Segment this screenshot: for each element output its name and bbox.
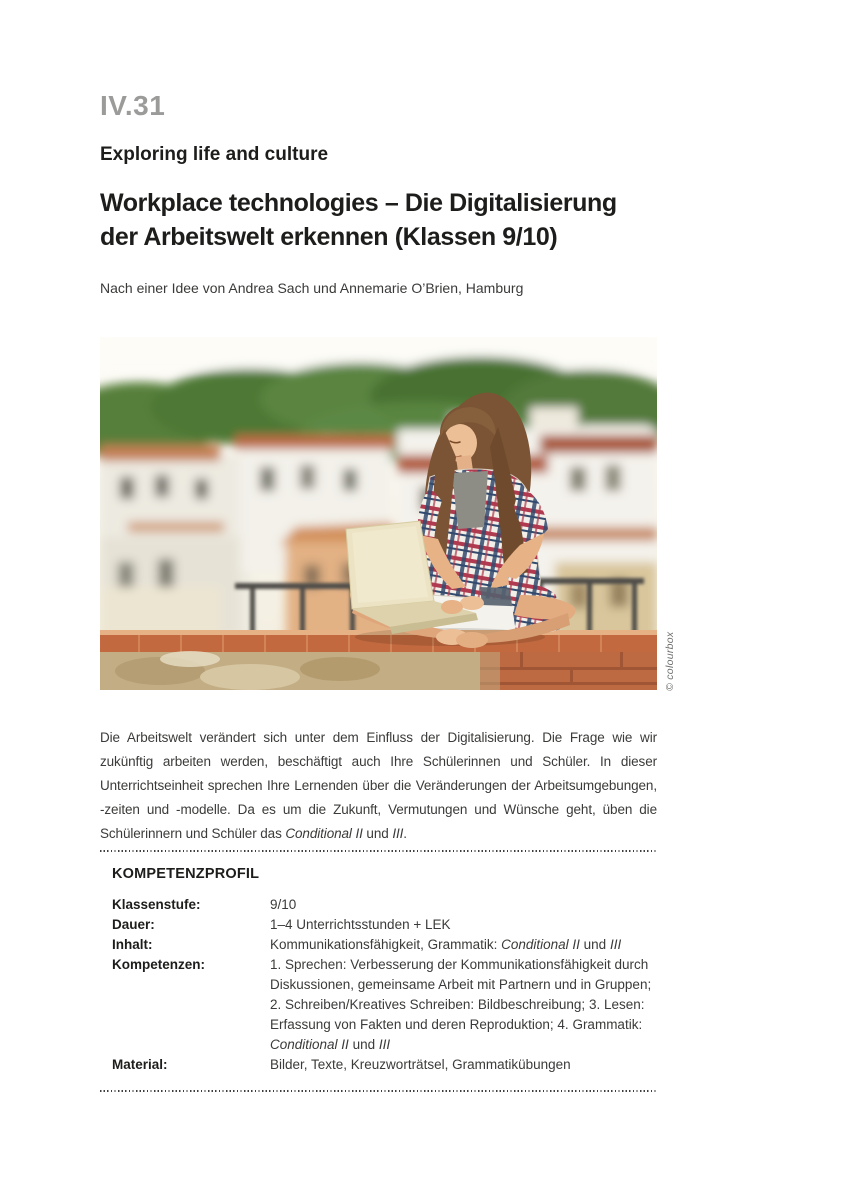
profile-row bbox=[112, 1055, 657, 1075]
photo-credit: © colourbox bbox=[664, 631, 676, 691]
profile-row-value: Bilder, Texte, Kreuzworträtsel, Grammatikübungen bbox=[270, 1057, 571, 1072]
profile-row-value: 9/10 bbox=[270, 897, 297, 912]
dotted-rule-top bbox=[100, 850, 657, 852]
byline: Nach einer Idee von Andrea Sach und Annemarie O’Brien, Hamburg bbox=[100, 280, 524, 296]
intro-paragraph: Die Arbeitswelt verändert sich unter dem Einfluss der Digitalisierung. Die Frage wie wir zukünftig arbeiten werden, beschäftigt auch Ihre Schülerinnen und Schüler. In dieser Unterrichtseinheit sprechen Ihre Lernenden über die Veränderungen der Arbeitsumgebungen, -zeiten und -modelle. Da es um die Zukunft, Vermutungen und Wünsche geht, üben die Schülerinnern und Schüler das Conditional II und III. bbox=[100, 730, 657, 841]
title-line-1: Workplace technologies – Die Digitalisierung bbox=[100, 189, 617, 217]
profile-row-value: 1. Sprechen: Verbesserung der Kommunikationsfähigkeit durch Diskussionen, gemeinsame Arbeit mit Partnern und in Gruppen; 2. Schreiben/Kreatives Schreiben: Bildbeschreibung; 3. Lesen: Erfassung von Fakten und deren Reproduktion; 4. Grammatik: Conditional II und III bbox=[270, 957, 652, 1052]
profile-row-label: Inhalt: bbox=[112, 937, 153, 952]
profile-table bbox=[112, 895, 657, 1075]
profile-heading: KOMPETENZPROFIL bbox=[112, 866, 260, 882]
title-line-2: der Arbeitswelt erkennen (Klassen 9/10) bbox=[100, 223, 558, 251]
profile-row-label: Material: bbox=[112, 1057, 168, 1072]
profile-row-label: Klassenstufe: bbox=[112, 897, 201, 912]
profile-row bbox=[112, 915, 657, 935]
series-title: Exploring life and culture bbox=[100, 144, 329, 165]
profile-row-label: Dauer: bbox=[112, 917, 155, 932]
profile-row bbox=[112, 935, 657, 955]
page-title bbox=[100, 186, 780, 254]
profile-row bbox=[112, 895, 657, 915]
profile-row bbox=[112, 955, 657, 1055]
profile-row-value: 1–4 Unterrichtsstunden + LEK bbox=[270, 917, 451, 932]
competence-profile bbox=[100, 866, 657, 1075]
article-photo bbox=[100, 337, 657, 690]
profile-row-value: Kommunikationsfähigkeit, Grammatik: Conditional II und III bbox=[270, 937, 622, 952]
series-code: IV.31 bbox=[100, 90, 166, 121]
dotted-rule-bottom bbox=[100, 1090, 657, 1092]
profile-row-label: Kompetenzen: bbox=[112, 957, 206, 972]
photo-illustration bbox=[100, 337, 657, 690]
